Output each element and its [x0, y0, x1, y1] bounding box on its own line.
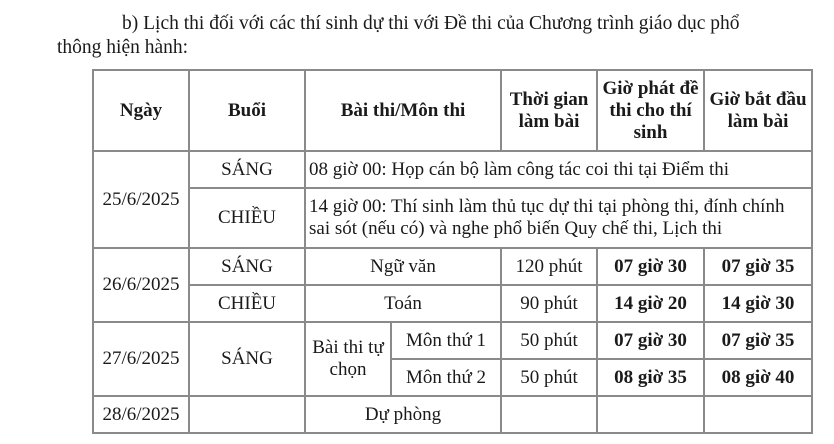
paper-time-cell: 14 giờ 20: [597, 285, 704, 322]
header-gio-bat-dau: Giờ bắt đầu làm bài: [704, 70, 812, 151]
subject-cell: Ngữ văn: [305, 248, 501, 285]
duration-cell: [501, 396, 597, 433]
table-row: [93, 396, 812, 433]
table-row: [93, 322, 812, 359]
date-cell: 26/6/2025: [93, 248, 189, 322]
start-time-cell: 14 giờ 30: [704, 285, 812, 322]
header-gio-phat-de: Giờ phát đề thi cho thí sinh: [597, 70, 704, 151]
session-cell: SÁNG: [189, 322, 305, 396]
header-thoi-gian: Thời gian làm bài: [501, 70, 597, 151]
duration-cell: 50 phút: [501, 359, 597, 396]
date-cell: 28/6/2025: [93, 396, 189, 433]
table-row: [93, 248, 812, 285]
exam-schedule-table: [92, 69, 813, 434]
paper-time-cell: 07 giờ 30: [597, 248, 704, 285]
subject-cell: Môn thứ 1: [391, 322, 501, 359]
intro-paragraph: [57, 12, 809, 60]
table-row: [93, 285, 812, 322]
header-row: [93, 70, 812, 151]
paper-time-cell: [597, 396, 704, 433]
session-cell: SÁNG: [189, 151, 305, 188]
note-cell: 14 giờ 00: Thí sinh làm thủ tục dự thi tại phòng thi, đính chính sai sót (nếu có) và nghe phổ biến Quy chế thi, Lịch thi: [305, 188, 812, 248]
table-row: [93, 151, 812, 188]
subject-cell: Toán: [305, 285, 501, 322]
table-row: [93, 188, 812, 248]
header-buoi: Buổi: [189, 70, 305, 151]
intro-line-2: thông hiện hành:: [57, 37, 189, 58]
duration-cell: 120 phút: [501, 248, 597, 285]
session-cell: SÁNG: [189, 248, 305, 285]
date-cell: 27/6/2025: [93, 322, 189, 396]
header-bai-thi: Bài thi/Môn thi: [305, 70, 501, 151]
subject-cell: Môn thứ 2: [391, 359, 501, 396]
start-time-cell: [704, 396, 812, 433]
start-time-cell: 07 giờ 35: [704, 248, 812, 285]
duration-cell: 50 phút: [501, 322, 597, 359]
start-time-cell: 08 giờ 40: [704, 359, 812, 396]
intro-line-1: b) Lịch thi đối với các thí sinh dự thi với Đề thi của Chương trình giáo dục phổ: [122, 13, 740, 34]
session-cell: CHIỀU: [189, 188, 305, 248]
paper-time-cell: 08 giờ 35: [597, 359, 704, 396]
date-cell: 25/6/2025: [93, 151, 189, 248]
session-cell: [189, 396, 305, 433]
duration-cell: 90 phút: [501, 285, 597, 322]
paper-time-cell: 07 giờ 30: [597, 322, 704, 359]
note-cell: 08 giờ 00: Họp cán bộ làm công tác coi thi tại Điểm thi: [305, 151, 812, 188]
session-cell: CHIỀU: [189, 285, 305, 322]
subject-cell: Dự phòng: [305, 396, 501, 433]
elective-group-cell: Bài thi tự chọn: [305, 322, 391, 396]
header-ngay: Ngày: [93, 70, 189, 151]
start-time-cell: 07 giờ 35: [704, 322, 812, 359]
